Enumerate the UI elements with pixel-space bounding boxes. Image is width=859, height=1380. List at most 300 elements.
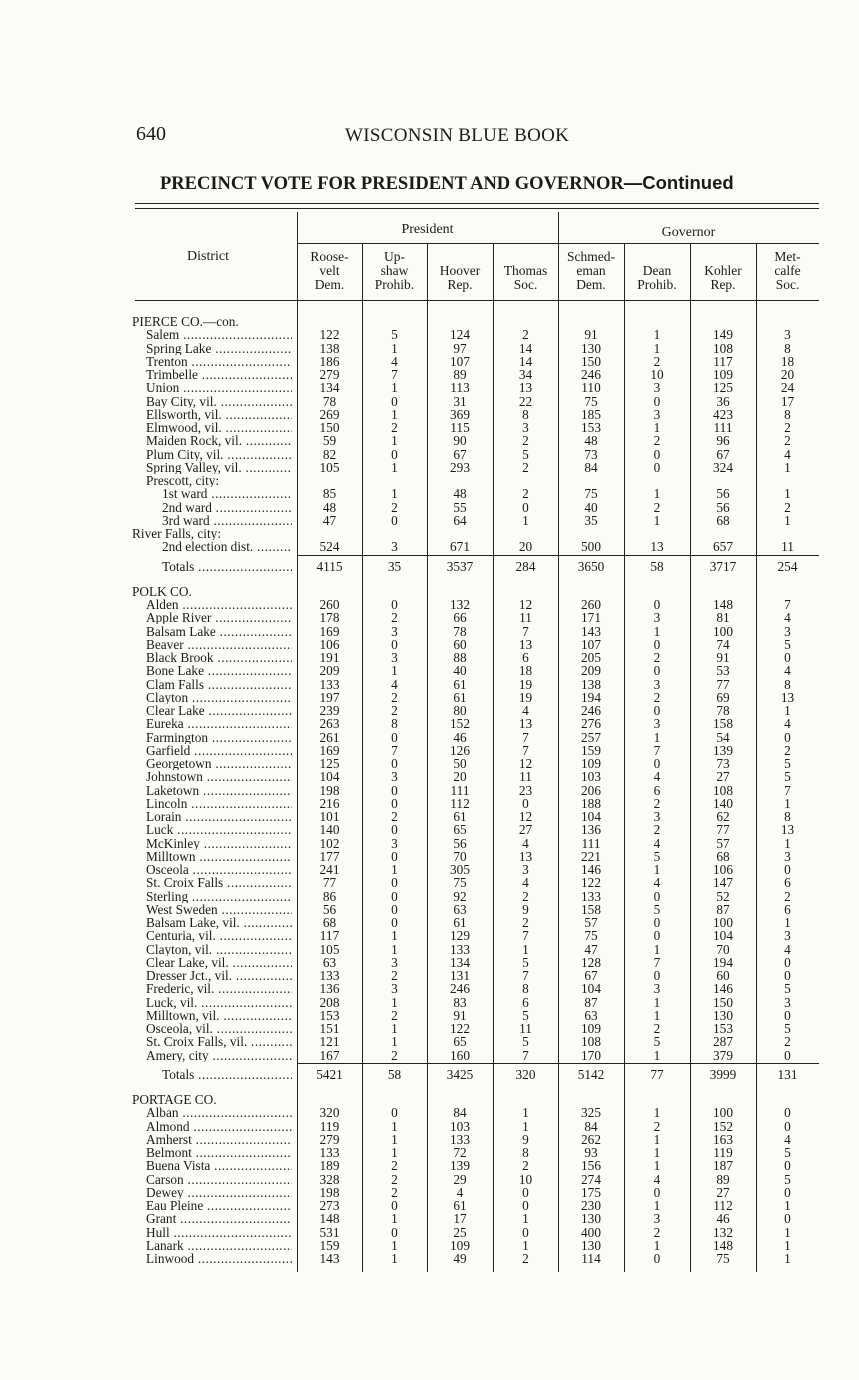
vote-cell: 3425 bbox=[446, 1067, 474, 1082]
vote-cell: 239 bbox=[319, 703, 340, 718]
column-header-line: Dem. bbox=[314, 277, 345, 292]
vote-cell: 107 bbox=[450, 354, 470, 369]
vote-cell: 6 bbox=[653, 783, 661, 798]
vote-cell: 105 bbox=[319, 460, 340, 475]
vote-cell: 84 bbox=[453, 1105, 467, 1120]
district-name: Osceola, vil. ..... bbox=[146, 1022, 292, 1035]
vote-cell: 152 bbox=[450, 716, 470, 731]
vote-cell: 0 bbox=[784, 1048, 791, 1063]
vote-cell: 0 bbox=[653, 460, 661, 475]
vote-cell: 1 bbox=[653, 942, 661, 957]
vote-cell: 1 bbox=[784, 486, 791, 501]
vote-cell: 143 bbox=[581, 624, 601, 639]
vote-cell: 104 bbox=[319, 769, 340, 784]
vote-cell: 185 bbox=[581, 407, 601, 422]
vote-cell: 1 bbox=[522, 513, 529, 528]
vote-cell: 111 bbox=[581, 836, 601, 851]
column-header-line: Dean bbox=[642, 263, 672, 278]
vote-cell: 0 bbox=[653, 663, 661, 678]
vote-cell: 4 bbox=[391, 677, 398, 692]
vote-cell: 5 bbox=[522, 1008, 529, 1023]
column-header-line: Met- bbox=[774, 249, 801, 264]
vote-cell: 1 bbox=[784, 915, 791, 930]
vote-cell: 279 bbox=[319, 1132, 340, 1147]
vote-cell: 189 bbox=[319, 1158, 340, 1173]
district-name: Lincoln ..... bbox=[146, 797, 292, 810]
vote-cell: 3650 bbox=[577, 559, 605, 574]
vote-cell: 78 bbox=[716, 703, 730, 718]
vote-cell: 3 bbox=[653, 716, 661, 731]
vote-cell: 1 bbox=[653, 327, 661, 342]
vote-cell: 325 bbox=[581, 1105, 601, 1120]
table-row bbox=[0, 770, 859, 783]
vote-cell: 132 bbox=[450, 597, 470, 612]
table-row bbox=[0, 1212, 859, 1225]
vote-cell: 169 bbox=[319, 624, 340, 639]
vote-cell: 0 bbox=[653, 1185, 661, 1200]
vote-cell: 163 bbox=[713, 1132, 733, 1147]
vote-cell: 47 bbox=[584, 942, 598, 957]
table-row bbox=[0, 328, 859, 341]
vote-cell: 68 bbox=[322, 915, 337, 930]
vote-cell: 61 bbox=[453, 1198, 467, 1213]
vote-cell: 100 bbox=[713, 915, 733, 930]
vote-cell: 2 bbox=[653, 500, 661, 515]
vote-cell: 2 bbox=[391, 500, 398, 515]
table-row bbox=[0, 514, 859, 527]
vote-cell: 3999 bbox=[709, 1067, 737, 1082]
vote-cell: 130 bbox=[581, 341, 601, 356]
vote-cell: 7 bbox=[653, 955, 661, 970]
vote-cell: 170 bbox=[581, 1048, 601, 1063]
table-row bbox=[0, 1049, 859, 1062]
table-row bbox=[0, 638, 859, 651]
table-row bbox=[0, 956, 859, 969]
vote-cell: 92 bbox=[453, 889, 467, 904]
vote-cell: 260 bbox=[581, 597, 601, 612]
district-name: Dresser Jct., vil. ..... bbox=[146, 969, 292, 982]
vote-cell: 102 bbox=[319, 836, 340, 851]
vote-cell: 55 bbox=[453, 500, 467, 515]
vote-cell: 14 bbox=[518, 354, 533, 369]
vote-cell: 3 bbox=[653, 1211, 661, 1226]
table-row bbox=[0, 625, 859, 638]
vote-cell: 1 bbox=[653, 624, 661, 639]
table-row bbox=[0, 1199, 859, 1212]
table-title-suffix: —Continued bbox=[623, 172, 734, 193]
totals-row bbox=[0, 1068, 859, 1081]
vote-cell: 124 bbox=[450, 327, 470, 342]
vote-cell: 2 bbox=[391, 690, 398, 705]
vote-cell: 1 bbox=[653, 1132, 661, 1147]
vote-cell: 131 bbox=[777, 1067, 798, 1082]
vote-cell: 3537 bbox=[446, 559, 474, 574]
vote-cell: 5 bbox=[784, 769, 791, 784]
vote-cell: 0 bbox=[391, 730, 398, 745]
vote-cell: 0 bbox=[653, 756, 661, 771]
vote-cell: 8 bbox=[784, 677, 791, 692]
vote-cell: 5 bbox=[784, 756, 791, 771]
vote-cell: 0 bbox=[522, 500, 529, 515]
vote-cell: 106 bbox=[319, 637, 340, 652]
table-row bbox=[0, 890, 859, 903]
table-row bbox=[0, 982, 859, 995]
vote-cell: 25 bbox=[453, 1225, 467, 1240]
vote-cell: 11 bbox=[781, 539, 794, 554]
vote-cell: 66 bbox=[453, 610, 467, 625]
vote-cell: 133 bbox=[319, 677, 340, 692]
vote-cell: 53 bbox=[716, 663, 730, 678]
column-header-line: Prohib. bbox=[374, 277, 415, 292]
vote-cell: 2 bbox=[653, 796, 661, 811]
vote-cell: 133 bbox=[450, 942, 470, 957]
vote-cell: 1 bbox=[391, 1238, 398, 1253]
vote-cell: 20 bbox=[453, 769, 467, 784]
vote-cell: 2 bbox=[391, 1172, 398, 1187]
district-name: Clear Lake, vil. ..... bbox=[146, 956, 292, 969]
vote-cell: 77 bbox=[322, 875, 337, 890]
vote-cell: 5 bbox=[653, 849, 661, 864]
vote-cell: 19 bbox=[518, 677, 533, 692]
vote-cell: 261 bbox=[319, 730, 340, 745]
column-header-line: calfe bbox=[774, 263, 801, 278]
vote-cell: 139 bbox=[713, 743, 733, 758]
vote-cell: 2 bbox=[653, 433, 661, 448]
vote-cell: 2 bbox=[522, 889, 529, 904]
vote-cell: 8 bbox=[522, 981, 529, 996]
vote-cell: 8 bbox=[522, 1145, 529, 1160]
vote-cell: 7 bbox=[784, 783, 791, 798]
vote-cell: 115 bbox=[450, 420, 470, 435]
vote-cell: 167 bbox=[319, 1048, 340, 1063]
vote-cell: 293 bbox=[450, 460, 470, 475]
vote-cell: 68 bbox=[716, 849, 730, 864]
district-name: Luck ..... bbox=[146, 823, 292, 836]
vote-cell: 671 bbox=[450, 539, 470, 554]
district-name: Spring Lake ..... bbox=[146, 342, 292, 355]
district-name: 2nd election dist. ..... bbox=[162, 540, 292, 553]
vote-cell: 128 bbox=[581, 955, 601, 970]
vote-cell: 130 bbox=[581, 1238, 601, 1253]
vote-cell: 64 bbox=[453, 513, 467, 528]
vote-cell: 56 bbox=[716, 486, 730, 501]
vote-cell: 1 bbox=[522, 1119, 529, 1134]
vote-cell: 63 bbox=[322, 955, 337, 970]
vote-cell: 2 bbox=[522, 1251, 529, 1266]
vote-cell: 0 bbox=[391, 1198, 398, 1213]
vote-cell: 3 bbox=[784, 995, 791, 1010]
vote-cell: 5 bbox=[391, 327, 398, 342]
vote-cell: 93 bbox=[584, 1145, 598, 1160]
district-name: Grant ..... bbox=[146, 1212, 292, 1225]
vote-cell: 122 bbox=[450, 1021, 470, 1036]
vote-cell: 1 bbox=[391, 341, 398, 356]
vote-cell: 139 bbox=[450, 1158, 470, 1173]
vote-cell: 4 bbox=[784, 716, 791, 731]
table-row bbox=[0, 1239, 859, 1252]
vote-cell: 171 bbox=[581, 610, 601, 625]
vote-cell: 1 bbox=[653, 1048, 661, 1063]
vote-cell: 24 bbox=[780, 380, 795, 395]
vote-cell: 1 bbox=[653, 420, 661, 435]
vote-cell: 1 bbox=[784, 703, 791, 718]
vote-cell: 129 bbox=[450, 928, 470, 943]
vote-cell: 8 bbox=[784, 341, 791, 356]
district-name: Luck, vil. ..... bbox=[146, 996, 292, 1009]
vote-cell: 89 bbox=[716, 1172, 730, 1187]
vote-cell: 8 bbox=[784, 407, 791, 422]
vote-cell: 0 bbox=[391, 889, 398, 904]
table-row bbox=[0, 876, 859, 889]
vote-cell: 1 bbox=[653, 730, 661, 745]
vote-cell: 3 bbox=[653, 981, 661, 996]
vote-cell: 0 bbox=[653, 637, 661, 652]
vote-cell: 103 bbox=[450, 1119, 470, 1134]
district-name: Laketown ..... bbox=[146, 784, 292, 797]
district-name: St. Croix Falls ..... bbox=[146, 876, 292, 889]
vote-cell: 9 bbox=[522, 902, 529, 917]
vote-cell: 0 bbox=[784, 1185, 791, 1200]
district-name: Georgetown ..... bbox=[146, 757, 292, 770]
vote-cell: 77 bbox=[650, 1067, 664, 1082]
vote-cell: 73 bbox=[584, 447, 598, 462]
vote-cell: 153 bbox=[319, 1008, 340, 1023]
column-header-line: shaw bbox=[380, 263, 409, 278]
vote-cell: 287 bbox=[713, 1034, 733, 1049]
vote-cell: 0 bbox=[391, 915, 398, 930]
vote-cell: 320 bbox=[515, 1067, 536, 1082]
vote-cell: 4 bbox=[522, 875, 529, 890]
vote-cell: 206 bbox=[581, 783, 601, 798]
vote-cell: 8 bbox=[522, 407, 529, 422]
column-header-line: Soc. bbox=[775, 277, 800, 292]
vote-cell: 3 bbox=[653, 677, 661, 692]
district-name: Carson ..... bbox=[146, 1173, 292, 1186]
vote-cell: 112 bbox=[713, 1198, 733, 1213]
column-header-line: Soc. bbox=[513, 277, 538, 292]
vote-cell: 17 bbox=[780, 394, 795, 409]
total-rule bbox=[297, 1063, 819, 1064]
vote-cell: 4 bbox=[653, 1172, 661, 1187]
vote-cell: 0 bbox=[391, 447, 398, 462]
vote-cell: 81 bbox=[716, 610, 730, 625]
vote-cell: 3 bbox=[391, 624, 398, 639]
table-row bbox=[0, 434, 859, 447]
totals-row bbox=[0, 560, 859, 573]
vote-cell: 1 bbox=[653, 862, 661, 877]
vote-cell: 1 bbox=[653, 1145, 661, 1160]
column-header-line: eman bbox=[576, 263, 606, 278]
vote-cell: 75 bbox=[584, 486, 598, 501]
vote-cell: 2 bbox=[653, 1021, 661, 1036]
column-header-line: Dem. bbox=[576, 277, 606, 292]
district-name: Linwood ..... bbox=[146, 1252, 292, 1265]
vote-cell: 58 bbox=[650, 559, 664, 574]
vote-cell: 91 bbox=[584, 327, 598, 342]
vote-cell: 109 bbox=[581, 756, 601, 771]
vote-cell: 104 bbox=[581, 809, 601, 824]
column-header-line: Up- bbox=[384, 249, 405, 264]
district-name: Clear Lake ..... bbox=[146, 704, 292, 717]
district-name: Milltown ..... bbox=[146, 850, 292, 863]
vote-cell: 153 bbox=[713, 1021, 733, 1036]
vote-cell: 146 bbox=[581, 862, 601, 877]
vote-cell: 149 bbox=[713, 327, 733, 342]
vote-cell: 31 bbox=[453, 394, 467, 409]
vote-cell: 2 bbox=[522, 460, 529, 475]
vote-cell: 0 bbox=[784, 862, 791, 877]
vote-cell: 3 bbox=[653, 407, 661, 422]
vote-cell: 1 bbox=[522, 1105, 529, 1120]
vote-cell: 111 bbox=[713, 420, 733, 435]
vote-cell: 70 bbox=[716, 942, 730, 957]
vote-cell: 131 bbox=[450, 968, 470, 983]
vote-cell: 0 bbox=[784, 968, 791, 983]
vote-cell: 7 bbox=[522, 743, 529, 758]
vote-cell: 111 bbox=[450, 783, 470, 798]
vote-cell: 4 bbox=[784, 447, 791, 462]
vote-cell: 5 bbox=[522, 447, 529, 462]
district-name: Frederic, vil. ..... bbox=[146, 982, 292, 995]
vote-cell: 56 bbox=[453, 836, 467, 851]
vote-cell: 75 bbox=[453, 875, 467, 890]
district-name: Belmont ..... bbox=[146, 1146, 292, 1159]
district-name: Almond ..... bbox=[146, 1120, 292, 1133]
vote-cell: 138 bbox=[581, 677, 601, 692]
column-header-line: Rep. bbox=[447, 277, 473, 292]
vote-cell: 3 bbox=[784, 928, 791, 943]
vote-cell: 73 bbox=[716, 756, 730, 771]
vote-cell: 276 bbox=[581, 716, 601, 731]
vote-cell: 113 bbox=[450, 380, 470, 395]
vote-cell: 134 bbox=[319, 380, 340, 395]
vote-cell: 1 bbox=[784, 460, 791, 475]
vote-cell: 158 bbox=[713, 716, 733, 731]
vote-cell: 1 bbox=[653, 1158, 661, 1173]
vote-cell: 125 bbox=[319, 756, 340, 771]
district-name: Clam Falls ..... bbox=[146, 678, 292, 691]
vote-cell: 77 bbox=[716, 822, 730, 837]
vote-cell: 133 bbox=[450, 1132, 470, 1147]
table-row bbox=[0, 797, 859, 810]
vote-cell: 107 bbox=[581, 637, 601, 652]
vote-cell: 18 bbox=[780, 354, 795, 369]
table-row bbox=[0, 929, 859, 942]
vote-cell: 61 bbox=[453, 690, 467, 705]
vote-cell: 61 bbox=[453, 915, 467, 930]
vote-cell: 2 bbox=[653, 1225, 661, 1240]
vote-cell: 2 bbox=[391, 1158, 398, 1173]
vote-cell: 89 bbox=[453, 367, 467, 382]
vote-cell: 83 bbox=[453, 995, 467, 1010]
vote-cell: 130 bbox=[713, 1008, 733, 1023]
vote-cell: 117 bbox=[713, 354, 733, 369]
vote-cell: 0 bbox=[784, 650, 791, 665]
district-name: Salem ..... bbox=[146, 328, 292, 341]
district-name: Garfield ..... bbox=[146, 744, 292, 757]
table-row bbox=[0, 717, 859, 730]
vote-cell: 4 bbox=[784, 1132, 791, 1147]
vote-cell: 1 bbox=[391, 1119, 398, 1134]
district-name: Alden ..... bbox=[146, 598, 292, 611]
vote-cell: 20 bbox=[780, 367, 795, 382]
vote-cell: 257 bbox=[581, 730, 601, 745]
vote-cell: 1 bbox=[522, 1211, 529, 1226]
vote-cell: 0 bbox=[391, 822, 398, 837]
vote-cell: 1 bbox=[522, 942, 529, 957]
vote-cell: 0 bbox=[391, 1105, 398, 1120]
vote-cell: 138 bbox=[319, 341, 340, 356]
vote-cell: 7 bbox=[653, 743, 661, 758]
vote-cell: 198 bbox=[319, 1185, 340, 1200]
district-name: Beaver ..... bbox=[146, 638, 292, 651]
vote-cell: 254 bbox=[777, 559, 798, 574]
vote-cell: 1 bbox=[391, 1251, 398, 1266]
vote-cell: 50 bbox=[453, 756, 467, 771]
column-header-line: Schmed- bbox=[567, 249, 615, 264]
vote-cell: 7 bbox=[522, 730, 529, 745]
table-row bbox=[0, 691, 859, 704]
vote-cell: 197 bbox=[319, 690, 340, 705]
column-header-line: Hoover bbox=[439, 263, 481, 278]
vote-cell: 48 bbox=[453, 486, 467, 501]
vote-cell: 1 bbox=[653, 1198, 661, 1213]
vote-cell: 1 bbox=[391, 928, 398, 943]
vote-cell: 2 bbox=[653, 690, 661, 705]
vote-cell: 19 bbox=[518, 690, 533, 705]
vote-cell: 269 bbox=[319, 407, 340, 422]
vote-cell: 7 bbox=[522, 928, 529, 943]
district-name: Spring Valley, vil. ..... bbox=[146, 461, 292, 474]
district-name: Farmington ..... bbox=[146, 731, 292, 744]
vote-cell: 2 bbox=[522, 433, 529, 448]
table-row bbox=[0, 837, 859, 850]
table-row bbox=[0, 461, 859, 474]
district-name: Totals ..... bbox=[162, 560, 292, 573]
vote-cell: 305 bbox=[450, 862, 470, 877]
vote-cell: 1 bbox=[784, 513, 791, 528]
vote-cell: 205 bbox=[581, 650, 601, 665]
vote-cell: 0 bbox=[391, 597, 398, 612]
vote-cell: 68 bbox=[716, 513, 730, 528]
vote-cell: 2 bbox=[391, 1185, 398, 1200]
vote-cell: 320 bbox=[319, 1105, 340, 1120]
vote-cell: 1 bbox=[391, 1021, 398, 1036]
vote-cell: 150 bbox=[713, 995, 733, 1010]
vote-cell: 246 bbox=[581, 367, 601, 382]
district-name: Dewey ..... bbox=[146, 1186, 292, 1199]
vote-cell: 3 bbox=[391, 981, 398, 996]
vote-cell: 3 bbox=[391, 955, 398, 970]
vote-cell: 100 bbox=[713, 624, 733, 639]
district-name: Alban ..... bbox=[146, 1106, 292, 1119]
vote-cell: 178 bbox=[319, 610, 340, 625]
vote-cell: 14 bbox=[518, 341, 533, 356]
vote-cell: 13 bbox=[780, 690, 795, 705]
vote-cell: 0 bbox=[391, 783, 398, 798]
vote-cell: 69 bbox=[716, 690, 730, 705]
vote-cell: 34 bbox=[518, 367, 533, 382]
vote-cell: 122 bbox=[581, 875, 601, 890]
running-head: WISCONSIN BLUE BOOK bbox=[345, 125, 570, 146]
vote-cell: 35 bbox=[387, 559, 402, 574]
vote-cell: 3 bbox=[522, 862, 529, 877]
vote-cell: 221 bbox=[581, 849, 601, 864]
vote-cell: 0 bbox=[522, 796, 529, 811]
district-name: St. Croix Falls, vil. ..... bbox=[146, 1035, 292, 1048]
district-name: Balsam Lake, vil. ..... bbox=[146, 916, 292, 929]
vote-cell: 7 bbox=[522, 968, 529, 983]
